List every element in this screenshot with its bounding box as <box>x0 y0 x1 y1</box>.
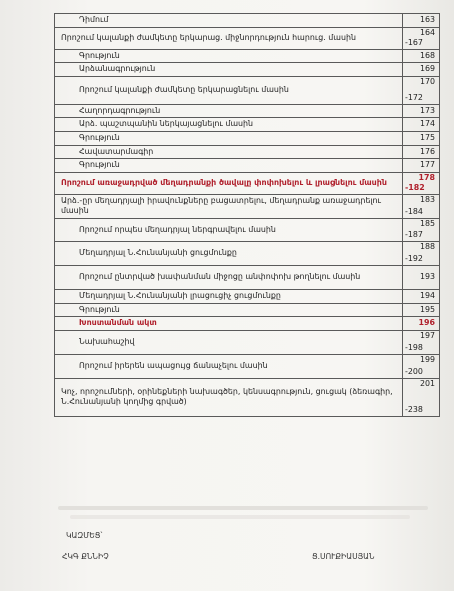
toc-row <box>55 145 440 159</box>
toc-row <box>55 49 440 63</box>
toc-entry-page <box>403 159 440 173</box>
toc-row <box>55 76 440 104</box>
page-number: 174 <box>419 119 435 129</box>
toc-row <box>55 378 440 416</box>
toc-row <box>55 303 440 317</box>
entry-title-text: Գրություն <box>79 132 120 142</box>
entry-title-text: Մեղադրյալ Ն.Հունանյանի ցուցմունքը <box>79 248 237 258</box>
page-range-start: 170 <box>419 77 435 87</box>
toc-entry-page <box>403 378 440 416</box>
toc-entry-page <box>403 76 440 104</box>
toc-entry-page <box>403 289 440 303</box>
page-range-start: 199 <box>419 355 435 365</box>
toc-entry-page <box>403 118 440 132</box>
toc-row <box>55 289 440 303</box>
toc-entry-title <box>55 172 403 194</box>
toc-entry-page <box>403 265 440 289</box>
toc-row <box>55 265 440 289</box>
toc-entry-title <box>55 218 403 241</box>
page-number: 194 <box>419 290 435 300</box>
page-range-start: 188 <box>419 242 435 252</box>
toc-row <box>55 14 440 28</box>
toc-row <box>55 172 440 194</box>
page-number: 177 <box>419 160 435 170</box>
toc-row <box>55 159 440 173</box>
entry-title-text: Որոշում որպես մեղադրյալ ներգրավելու մասին <box>79 224 276 234</box>
compiled-by-label: ԿԱԶՄԵՑ՝ <box>66 531 103 540</box>
page-range-start: 183 <box>419 195 435 205</box>
toc-entry-page <box>403 145 440 159</box>
toc-entry-page <box>403 354 440 378</box>
page-range-start: 178 <box>418 173 435 183</box>
page-number: 169 <box>419 64 435 74</box>
toc-entry-title <box>55 63 403 77</box>
page-range-end: -192 <box>405 254 423 264</box>
entry-title-text: Արձ.-ըր մեղադրյալի իրավունքները բացատրելու, մեղադրանք առաջադրելու մասին <box>61 195 381 216</box>
toc-row <box>55 104 440 118</box>
page-range-start: 197 <box>419 331 435 341</box>
toc-entry-page <box>403 241 440 265</box>
toc-entry-title <box>55 76 403 104</box>
toc-row <box>55 63 440 77</box>
entry-title-text: Որոշում կալանքի ժամկետը երկարաց. միջնորդություն հարուց. մասին <box>61 32 356 42</box>
page-number: 163 <box>419 15 435 24</box>
toc-row <box>55 317 440 331</box>
page-range-start: 164 <box>419 28 435 38</box>
page-range-end: -200 <box>405 367 423 377</box>
toc-entry-title <box>55 14 403 28</box>
toc-entry-page <box>403 303 440 317</box>
entry-title-text: Արձանագրություն <box>79 64 156 74</box>
toc-entry-page <box>403 317 440 331</box>
toc-entry-title <box>55 145 403 159</box>
page-range-end: -172 <box>405 93 423 103</box>
entry-title-text: Խոստանման ակտ <box>79 318 157 328</box>
page-range-end: -182 <box>405 183 425 193</box>
entry-title-text: Մեղադրյալ Ն.Հունանյանի լրացուցիչ ցուցմունքը <box>79 290 281 300</box>
page-number: 196 <box>418 318 435 328</box>
toc-row <box>55 118 440 132</box>
toc-entry-title <box>55 289 403 303</box>
toc-entry-title <box>55 194 403 218</box>
entry-title-text: Կոչ, որոշումների, օրինեքների նախագծեր, կենսագրություն, ցուցակ (ձեռագիր, Ն.Հունանյանի կողմից գրված) <box>61 386 393 407</box>
page-number: 173 <box>419 105 435 115</box>
page-range-end: -167 <box>405 38 423 48</box>
entry-title-text: Որոշում ընտրված խափանման միջոցը անփոփոխ թողնելու մասին <box>79 272 361 282</box>
entry-title-text: Արձ. պաշտպանին ներկայացնելու մասին <box>79 119 254 129</box>
entry-title-text: Որոշում առաջադրված մեղադրանքի ծավալը փոփոխելու և լրացնելու մասին <box>61 177 387 187</box>
entry-title-text: Գրություն <box>79 50 120 60</box>
entry-title-text: Որոշում կալանքի ժամկետը երկարացնելու մասին <box>79 84 289 94</box>
toc-row <box>55 354 440 378</box>
page-range-end: -184 <box>405 207 423 217</box>
toc-entry-page <box>403 104 440 118</box>
toc-entry-title <box>55 49 403 63</box>
faded-text-line <box>58 506 428 510</box>
toc-entry-title <box>55 241 403 265</box>
toc-entry-page <box>403 63 440 77</box>
entry-title-text: Որոշում իրերեն ապացույց ճանաչելու մասին <box>79 360 268 370</box>
page-number: 168 <box>419 50 435 60</box>
page-number: 193 <box>419 272 435 282</box>
toc-entry-title <box>55 131 403 145</box>
page-number: 195 <box>419 304 435 314</box>
toc-entry-page <box>403 131 440 145</box>
page-range-end: -238 <box>405 405 423 415</box>
contents-table <box>54 13 440 417</box>
investigator-label: ՀԿԳ ՔՆՆԻՉ <box>62 552 109 561</box>
toc-entry-title <box>55 303 403 317</box>
page-range-start: 201 <box>419 379 435 389</box>
toc-entry-page <box>403 172 440 194</box>
toc-row <box>55 218 440 241</box>
page-range-end: -187 <box>405 230 423 240</box>
entry-title-text: Հավատարմագիր <box>79 146 154 156</box>
toc-row <box>55 194 440 218</box>
toc-entry-title <box>55 104 403 118</box>
faded-text-line <box>70 515 410 519</box>
entry-title-text: Հաղորդագրություն <box>79 105 161 115</box>
toc-entry-title <box>55 159 403 173</box>
toc-entry-title <box>55 118 403 132</box>
toc-entry-title <box>55 378 403 416</box>
toc-entry-page <box>403 330 440 354</box>
toc-row <box>55 241 440 265</box>
toc-entry-title <box>55 27 403 49</box>
toc-entry-title <box>55 317 403 331</box>
page-range-start: 185 <box>419 219 435 229</box>
toc-entry-title <box>55 265 403 289</box>
toc-entry-page <box>403 218 440 241</box>
entry-title-text: Նախաhաշիվ <box>79 336 135 346</box>
page-range-end: -198 <box>405 343 423 353</box>
page-number: 175 <box>419 132 435 142</box>
page-number: 176 <box>419 146 435 156</box>
toc-entry-page <box>403 194 440 218</box>
toc-entry-page <box>403 14 440 28</box>
entry-title-text: Դիմում <box>79 15 109 24</box>
toc-entry-title <box>55 330 403 354</box>
entry-title-text: Գրություն <box>79 304 120 314</box>
toc-entry-page <box>403 49 440 63</box>
signature-name: Ց.ՍՈՒՔԻԱՍՅԱՆ <box>312 552 375 561</box>
toc-row <box>55 131 440 145</box>
toc-entry-title <box>55 354 403 378</box>
entry-title-text: Գրություն <box>79 160 120 170</box>
toc-row <box>55 27 440 49</box>
toc-row <box>55 330 440 354</box>
toc-entry-page <box>403 27 440 49</box>
